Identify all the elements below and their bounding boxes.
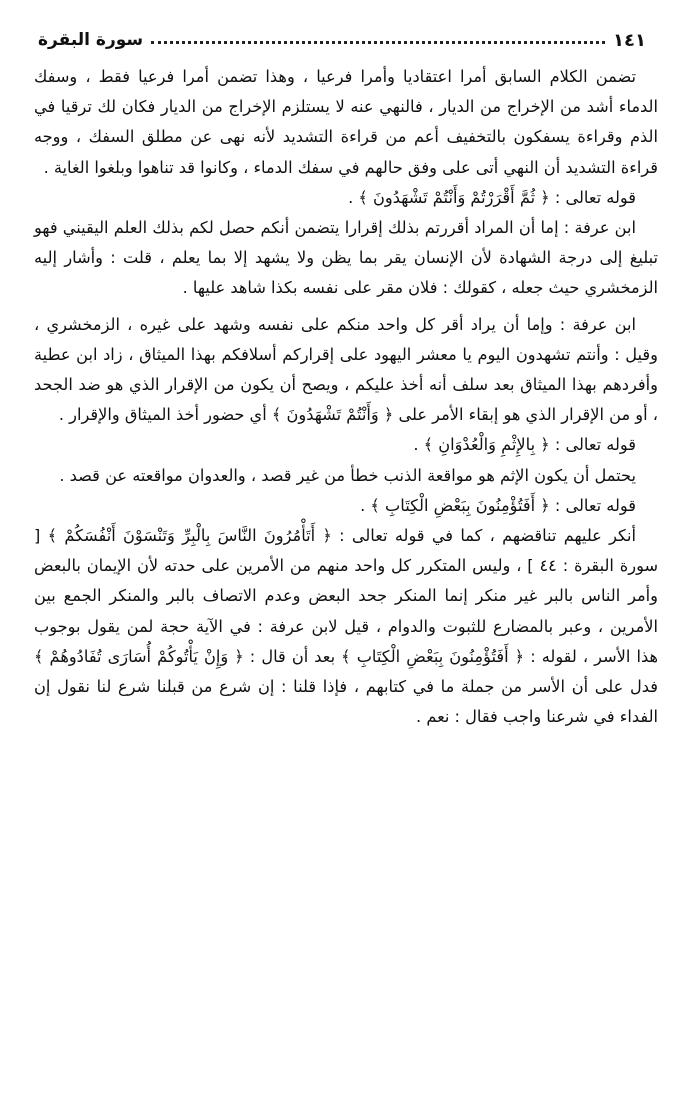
verse-heading: قوله تعالى : ﴿ أَفَتُؤْمِنُونَ بِبَعْضِ الْكِتَابِ ﴾ . [360,495,636,515]
paragraph: أنكر عليهم تناقضهم ، كما في قوله تعالى : ﴿ أَتَأْمُرُونَ النَّاسَ بِالْبِرِّ وَتَنْسَوْنَ أَنْفُسَكُمْ ﴾ [ سورة البقرة : ٤٤ ] ، وليس المتكرر كل واحد منهم من الأمرين على حدته لأن الإيمان بالبعض وأمر الناس بالبر غير منكر إنما المنكر جحد البعض وعدم الاتصاف بالبر والمنكر الجمع بين الأمرين ، وعبر بالمضارع للثبوت والدوام ، قيل لابن عرفة : في الآية حجة لمن يقول بوجوب هذا الأسر ، لقوله : ﴿ أَفَتُؤْمِنُونَ بِبَعْضِ الْكِتَابِ ﴾ بعد أن قال : ﴿ وَإِنْ يَأْتُوكُمْ أُسَارَى تُفَادُوهُمْ ﴾ فدل على أن الأسر من جملة ما في كتابهم ، فإذا قلنا : إن شرع من قبلنا شرع لنا نقول إن الفداء في شرعنا واجب فقال : نعم . [34,526,659,727]
paragraph: ابن عرفة : إما أن المراد أقررتم بذلك إقرارا يتضمن أنكم حصل لكم بذلك العلم اليقيني فهو تبليغ إلى درجة الشهادة لأن الإنسان يقر بما يظن ولا يشهد إلا بما يعلم ، قلت : وأشار إليه الزمخشري حيث جعله ، كقولك : فلان مقر على نفسه بكذا شاهد عليها . [34,218,658,298]
paragraph: تضمن الكلام السابق أمرا اعتقاديا وأمرا فرعيا ، وهذا تضمن أمرا فرعيا فقط ، وسفك الدماء أشد من الإخراج من الديار ، فالنهي عنه لا يستلزم الإخراج من الديار فكان لك ترقيا في الذم وقراءة يسفكون بالتخفيف أعم من قراءة التشديد لأنه نهى عن مطلق السفك ، ووجه قراءة التشديد أن النهي أتى على وفق حالهم في سفك الدماء ، وكانوا قد تناهوا وبلغوا الغاية . [34,67,658,177]
page-number: ١٤١ [613,29,646,51]
paragraph: ابن عرفة : وإما أن يراد أقر كل واحد منكم على نفسه وشهد على غيره ، الزمخشري ، وقيل : وأنتم تشهدون اليوم يا معشر اليهود على إقراركم أسلافكم بهذا الميثاق ، زاد ابن عطية وأفردهم بهذا الميثاق بعد سلف أنه أخذ عليكم ، ويصح أن يكون من الإقرار الذي هو ضد الجحد ، أو من الإقرار الذي هو إبقاء الأمر على ﴿ وَأَنْتُمْ تَشْهَدُونَ ﴾ أي حضور أخذ الميثاق والإقرار . [34,314,658,425]
surah-title: سورة البقرة [38,30,144,50]
verse-heading: قوله تعالى : ﴿ بِالإِثْمِ وَالْعُدْوَانِ ﴾ . [413,435,636,455]
page-body [34,62,658,732]
running-header [38,28,646,52]
header-dotted-leader [151,41,605,44]
paragraph: يحتمل أن يكون الإثم هو مواقعة الذنب خطأ من غير قصد ، والعدوان مواقعته عن قصد . [59,465,636,485]
verse-heading: قوله تعالى : ﴿ ثُمَّ أَقْرَرْتُمْ وَأَنْتُمْ تَشْهَدُونَ ﴾ . [348,187,636,207]
